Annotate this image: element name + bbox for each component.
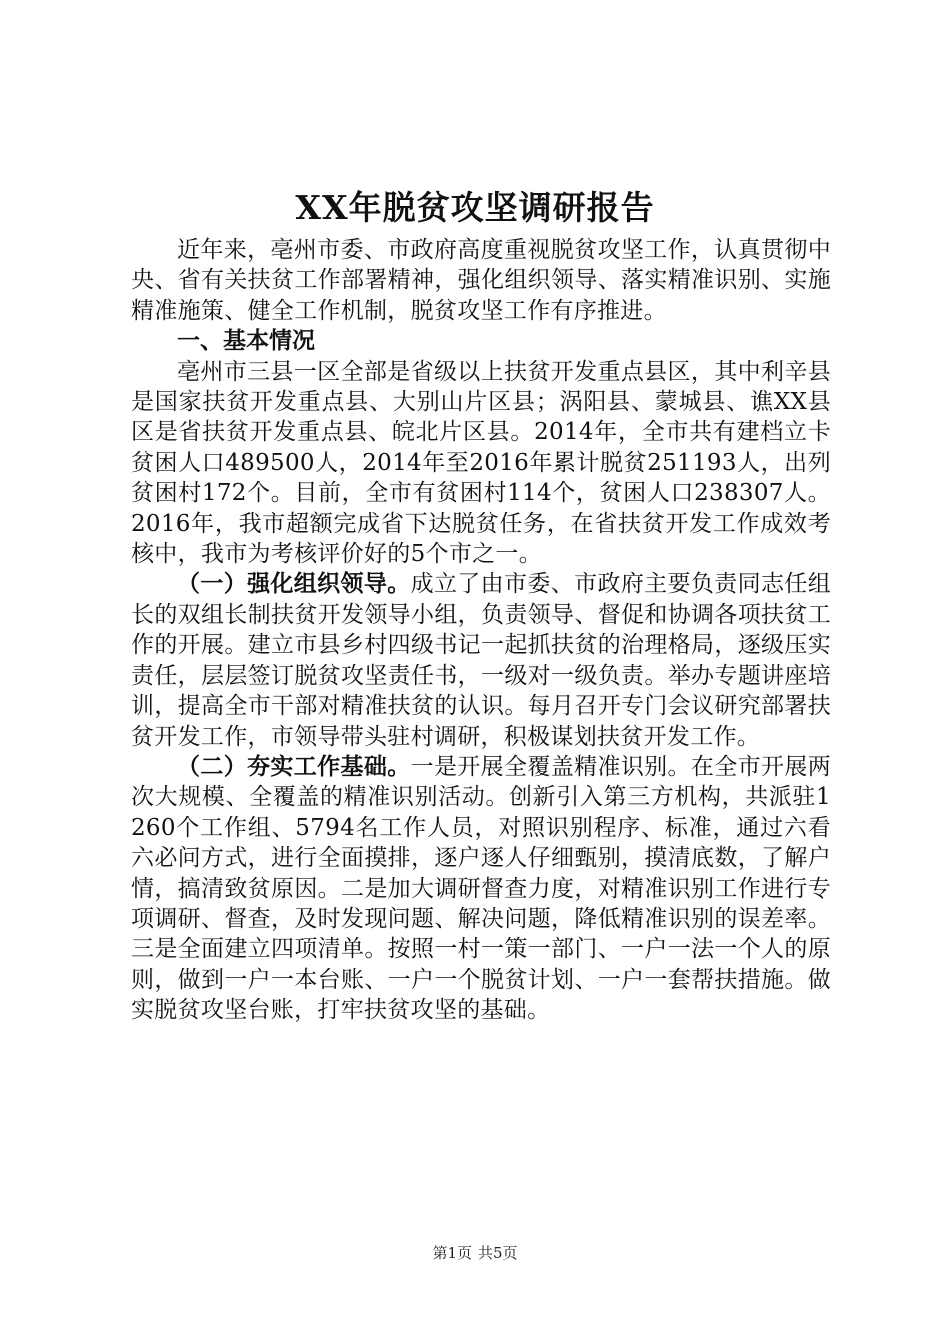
document-body [131,235,831,1026]
item-2-paragraph [131,752,831,1026]
section-heading-basic-situation: 一、基本情况 [177,328,315,355]
item-1-paragraph [131,569,831,751]
document-title: XX年脱贫攻坚调研报告 [295,188,655,227]
item-2-text: 一是开展全覆盖精准识别。在全市开展两次大规模、全覆盖的精准识别活动。创新引入第三方机构，共派驻1260个工作组、5794名工作人员，对照识别程序、标准，通过六看六必问方式，进行全面摸排，逐户逐人仔细甄别，摸清底数，了解户情，搞清致贫原因。二是加大调研督查力度，对精准识别工作进行专项调研、督查，及时发现问题、解决问题，降低精准识别的误差率。三是全面建立四项清单。按照一村一策一部门、一户一法一个人的原则，做到一户一本台账、一户一个脱贫计划、一户一套帮扶措施。做实脱贫攻坚台账，打牢扶贫攻坚的基础。 [131,753,831,1024]
page-number: 第1页 [432,1244,472,1262]
page-footer [0,1243,950,1263]
page-total: 共5页 [478,1244,518,1262]
basic-situation-paragraph: 亳州市三县一区全部是省级以上扶贫开发重点县区，其中利辛县是国家扶贫开发重点县、大别山片区县；涡阳县、蒙城县、谯XX县区是省扶贫开发重点县、皖北片区县。2014年，全市共有建档立卡贫困人口489500人，2014年至2016年累计脱贫251193人，出列贫困村172个。目前，全市有贫困村114个，贫困人口238307人。2016年，我市超额完成省下达脱贫任务，在省扶贫开发工作成效考核中，我市为考核评价好的5个市之一。 [131,358,831,568]
item-1-text: 成立了由市委、市政府主要负责同志任组长的双组长制扶贫开发领导小组，负责领导、督促和协调各项扶贫工作的开展。建立市县乡村四级书记一起抓扶贫的治理格局，逐级压实责任，层层签订脱贫攻坚责任书，一级对一级负责。举办专题讲座培训，提高全市干部对精准扶贫的认识。每月召开专门会议研究部署扶贫开发工作，市领导带头驻村调研，积极谋划扶贫开发工作。 [131,571,831,750]
intro-paragraph: 近年来，亳州市委、市政府高度重视脱贫攻坚工作，认真贯彻中央、省有关扶贫工作部署精神，强化组织领导、落实精准识别、实施精准施策、健全工作机制，脱贫攻坚工作有序推进。 [131,237,831,324]
item-2-lead: （二）夯实工作基础。 [177,753,411,780]
item-1-lead: （一）强化组织领导。 [177,571,411,598]
